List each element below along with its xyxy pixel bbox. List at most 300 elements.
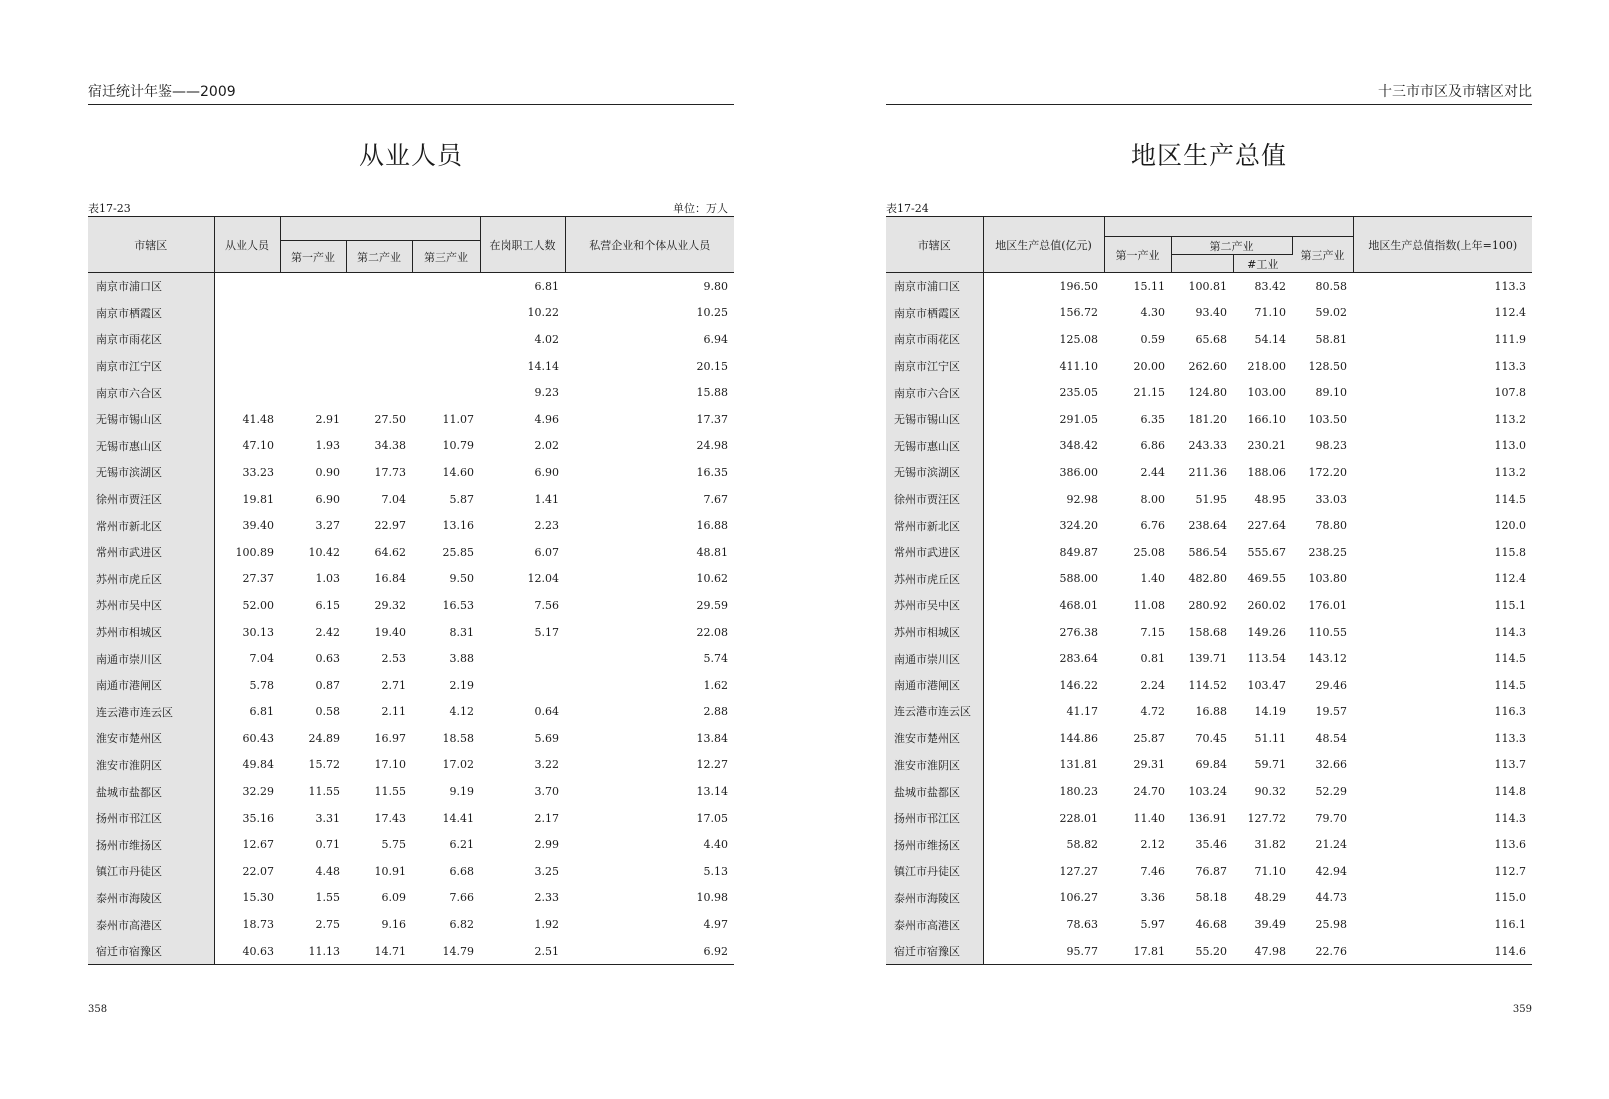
table-row	[88, 938, 734, 965]
cell-staff	[480, 645, 565, 672]
cell-private: 48.81	[696, 545, 729, 559]
cell-gdp: 58.82	[1066, 838, 1098, 852]
cell-private: 20.15	[696, 359, 729, 373]
cell-index: 112.4	[1494, 306, 1526, 320]
cell-tertiary: 52.29	[1315, 785, 1347, 799]
cell-tertiary: 13.16	[442, 519, 475, 533]
cell-primary: 2.12	[1140, 838, 1165, 852]
cell-staff: 3.22	[534, 758, 560, 772]
cell-tertiary: 17.02	[442, 758, 475, 772]
cell-primary: 2.91	[315, 412, 340, 426]
row-district-name: 无锡市锡山区	[88, 406, 214, 433]
cell-tertiary: 238.25	[1308, 545, 1347, 559]
cell-tertiary	[412, 273, 480, 300]
cell-primary: 2.24	[1140, 678, 1165, 692]
row-district-name: 常州市武进区	[886, 539, 983, 566]
cell-gdp: 131.81	[1059, 758, 1098, 772]
table-row	[886, 273, 1532, 300]
cell-industry: 71.10	[1254, 306, 1286, 320]
cell-employed: 22.07	[242, 864, 274, 878]
table-row	[88, 725, 734, 752]
cell-private: 4.40	[703, 838, 729, 852]
row-district-name: 南京市浦口区	[886, 273, 983, 300]
cell-secondary: 16.97	[374, 731, 406, 745]
cell-employed	[214, 326, 280, 353]
cell-staff: 6.81	[534, 279, 560, 293]
cell-employed: 52.00	[242, 598, 274, 612]
cell-tertiary: 25.98	[1315, 918, 1347, 932]
cell-tertiary: 80.58	[1315, 279, 1347, 293]
cell-staff: 5.69	[534, 731, 560, 745]
header-index: 地区生产总值指数(上年=100)	[1353, 217, 1532, 273]
cell-primary: 3.36	[1140, 891, 1165, 905]
row-district-name: 徐州市贾汪区	[88, 486, 214, 513]
table-number: 表17-24	[886, 202, 929, 215]
cell-primary: 6.15	[315, 598, 340, 612]
header-secondary: 第二产业	[346, 241, 412, 273]
cell-secondary: 16.84	[374, 572, 406, 586]
cell-tertiary: 18.58	[442, 731, 475, 745]
cell-industry: 555.67	[1247, 545, 1286, 559]
cell-staff: 4.02	[534, 332, 560, 346]
cell-tertiary: 44.73	[1315, 891, 1347, 905]
cell-employed: 40.63	[214, 938, 280, 965]
page-title: 从业人员	[358, 141, 463, 170]
cell-private: 6.92	[565, 938, 734, 965]
cell-tertiary: 4.12	[449, 705, 475, 719]
cell-industry: 54.14	[1254, 332, 1286, 346]
cell-primary: 25.08	[1133, 545, 1165, 559]
cell-tertiary: 14.79	[412, 938, 480, 965]
cell-index: 120.0	[1494, 519, 1526, 533]
cell-index: 107.8	[1494, 386, 1526, 400]
cell-tertiary: 128.50	[1308, 359, 1347, 373]
running-head-text: 宿迁统计年鉴——2009	[88, 84, 236, 100]
cell-tertiary: 33.03	[1315, 492, 1347, 506]
cell-secondary: 2.53	[381, 652, 406, 666]
cell-industry: 188.06	[1247, 465, 1286, 479]
cell-primary: 6.86	[1140, 439, 1165, 453]
cell-staff: 6.90	[534, 465, 560, 479]
cell-tertiary: 22.76	[1292, 938, 1353, 965]
header-primary: 第一产业	[280, 241, 346, 273]
cell-gdp: 144.86	[1059, 731, 1098, 745]
cell-primary: 15.72	[308, 758, 340, 772]
row-district-name: 泰州市海陵区	[88, 885, 214, 912]
row-district-name: 淮安市淮阴区	[886, 752, 983, 779]
cell-gdp: 386.00	[1059, 465, 1098, 479]
cell-tertiary: 6.21	[449, 838, 475, 852]
cell-primary: 5.97	[1140, 918, 1165, 932]
cell-secondary: 16.88	[1195, 705, 1227, 719]
cell-gdp: 106.27	[1059, 891, 1098, 905]
cell-secondary: 100.81	[1188, 279, 1227, 293]
cell-employed: 5.78	[249, 678, 274, 692]
cell-primary: 10.42	[308, 545, 340, 559]
cell-private: 13.14	[696, 785, 729, 799]
table-row	[886, 326, 1532, 353]
row-district-name: 无锡市惠山区	[88, 433, 214, 460]
cell-staff: 2.51	[480, 938, 565, 965]
cell-tertiary: 110.55	[1308, 625, 1347, 639]
row-district-name: 常州市新北区	[886, 512, 983, 539]
page-number: 358	[88, 1004, 108, 1015]
cell-index: 113.3	[1494, 731, 1526, 745]
cell-industry: 48.29	[1254, 891, 1286, 905]
row-district-name: 南京市栖霞区	[88, 300, 214, 327]
cell-employed: 39.40	[242, 519, 274, 533]
cell-primary: 0.58	[315, 705, 340, 719]
cell-private: 15.88	[696, 386, 729, 400]
row-district-name: 苏州市相城区	[886, 619, 983, 646]
cell-secondary: 586.54	[1188, 545, 1227, 559]
cell-secondary: 6.09	[381, 891, 406, 905]
cell-index: 114.8	[1494, 785, 1526, 799]
table-row	[88, 699, 734, 726]
cell-secondary: 124.80	[1188, 386, 1227, 400]
cell-tertiary: 9.19	[449, 785, 475, 799]
cell-primary: 0.87	[315, 678, 340, 692]
cell-industry: 166.10	[1247, 412, 1286, 426]
table-row	[88, 379, 734, 406]
row-district-name: 泰州市高港区	[886, 911, 983, 938]
cell-tertiary: 3.88	[449, 652, 475, 666]
gdp-table	[886, 216, 1532, 965]
row-district-name: 宿迁市宿豫区	[886, 938, 983, 965]
cell-index: 112.4	[1494, 572, 1526, 586]
table-row	[886, 672, 1532, 699]
cell-employed: 60.43	[242, 731, 274, 745]
cell-index: 114.5	[1494, 652, 1526, 666]
row-district-name: 南京市江宁区	[886, 353, 983, 380]
cell-secondary: 2.71	[381, 678, 406, 692]
header-secondary: 第二产业	[1171, 237, 1292, 255]
table-row	[88, 273, 734, 300]
row-district-name: 无锡市滨湖区	[886, 459, 983, 486]
cell-secondary	[346, 273, 412, 300]
cell-tertiary: 176.01	[1308, 598, 1347, 612]
cell-index: 113.2	[1494, 465, 1526, 479]
cell-primary: 0.81	[1140, 652, 1165, 666]
running-head	[886, 84, 1532, 105]
header-industry-group	[1104, 217, 1353, 237]
cell-staff: 10.22	[527, 306, 560, 320]
table-row	[886, 486, 1532, 513]
cell-employed	[214, 353, 280, 380]
cell-private: 17.05	[696, 811, 729, 825]
cell-tertiary: 29.46	[1315, 678, 1347, 692]
cell-industry: 48.95	[1254, 492, 1286, 506]
cell-primary	[280, 300, 346, 327]
cell-primary	[280, 273, 346, 300]
cell-employed	[214, 273, 280, 300]
cell-index: 112.7	[1494, 864, 1526, 878]
cell-employed: 30.13	[242, 625, 274, 639]
cell-secondary: 158.68	[1188, 625, 1227, 639]
header-district: 市辖区	[88, 217, 214, 273]
cell-secondary	[346, 353, 412, 380]
cell-primary: 25.87	[1133, 731, 1165, 745]
cell-index: 113.7	[1494, 758, 1526, 772]
row-district-name: 苏州市相城区	[88, 619, 214, 646]
row-district-name: 无锡市惠山区	[886, 433, 983, 460]
cell-index: 113.2	[1494, 412, 1526, 426]
cell-primary: 21.15	[1133, 386, 1165, 400]
cell-secondary: 22.97	[374, 519, 406, 533]
cell-primary: 0.59	[1140, 332, 1165, 346]
table-row	[886, 885, 1532, 912]
header-tertiary: 第三产业	[1292, 237, 1353, 273]
table-row	[886, 433, 1532, 460]
cell-private: 10.62	[696, 572, 729, 586]
cell-primary: 1.55	[315, 891, 340, 905]
cell-staff: 3.25	[534, 864, 560, 878]
row-district-name: 南通市崇川区	[88, 645, 214, 672]
cell-primary: 8.00	[1140, 492, 1165, 506]
cell-staff: 7.56	[534, 598, 560, 612]
cell-employed: 35.16	[242, 811, 274, 825]
row-district-name: 盐城市盐都区	[88, 778, 214, 805]
cell-secondary: 139.71	[1188, 652, 1227, 666]
cell-secondary: 17.73	[374, 465, 406, 479]
cell-industry: 218.00	[1247, 359, 1286, 373]
cell-secondary: 136.91	[1188, 811, 1227, 825]
cell-tertiary: 14.41	[442, 811, 475, 825]
cell-secondary: 482.80	[1188, 572, 1227, 586]
cell-staff: 1.92	[534, 918, 560, 932]
table-row	[886, 831, 1532, 858]
cell-staff: 6.07	[534, 545, 560, 559]
cell-employed: 18.73	[242, 918, 274, 932]
row-district-name: 扬州市邗江区	[88, 805, 214, 832]
cell-index: 111.9	[1494, 332, 1526, 346]
cell-secondary: 7.04	[381, 492, 406, 506]
cell-secondary: 114.52	[1188, 678, 1227, 692]
cell-gdp: 468.01	[1059, 598, 1098, 612]
cell-primary: 11.55	[308, 785, 340, 799]
cell-gdp: 283.64	[1059, 652, 1098, 666]
table-row	[886, 459, 1532, 486]
cell-secondary: 34.38	[374, 439, 406, 453]
cell-tertiary: 98.23	[1315, 439, 1347, 453]
cell-primary: 2.42	[315, 625, 340, 639]
cell-primary: 4.30	[1140, 306, 1165, 320]
cell-staff: 2.02	[534, 439, 560, 453]
cell-gdp: 125.08	[1059, 332, 1098, 346]
cell-secondary: 17.43	[374, 811, 406, 825]
table-row	[886, 805, 1532, 832]
cell-secondary: 64.62	[374, 545, 406, 559]
unit-label: 单位：万人	[673, 202, 728, 215]
cell-employed: 12.67	[242, 838, 274, 852]
cell-secondary: 46.68	[1195, 918, 1227, 932]
cell-secondary: 211.36	[1188, 465, 1227, 479]
cell-employed: 47.10	[242, 439, 274, 453]
cell-employed: 32.29	[242, 785, 274, 799]
cell-industry: 71.10	[1254, 864, 1286, 878]
cell-tertiary: 25.85	[442, 545, 475, 559]
cell-secondary: 27.50	[374, 412, 406, 426]
cell-secondary: 29.32	[374, 598, 406, 612]
row-district-name: 南通市崇川区	[886, 645, 983, 672]
row-district-name: 扬州市邗江区	[886, 805, 983, 832]
table-row	[88, 326, 734, 353]
cell-primary: 2.44	[1140, 465, 1165, 479]
cell-private: 7.67	[703, 492, 729, 506]
cell-tertiary: 2.19	[449, 678, 475, 692]
cell-secondary	[346, 300, 412, 327]
table-row	[88, 619, 734, 646]
table-row	[88, 539, 734, 566]
table-row	[886, 539, 1532, 566]
table-body	[88, 273, 734, 965]
cell-secondary: 14.71	[346, 938, 412, 965]
cell-employed: 27.37	[242, 572, 274, 586]
cell-staff: 2.33	[534, 891, 560, 905]
cell-index: 113.0	[1494, 439, 1526, 453]
cell-tertiary: 5.87	[449, 492, 475, 506]
cell-industry: 90.32	[1254, 785, 1286, 799]
row-district-name: 南京市浦口区	[88, 273, 214, 300]
table-row	[886, 379, 1532, 406]
table-row	[886, 725, 1532, 752]
header-industry-group	[280, 217, 480, 241]
cell-private: 4.97	[703, 918, 729, 932]
cell-gdp: 291.05	[1059, 412, 1098, 426]
row-district-name: 南京市江宁区	[88, 353, 214, 380]
cell-tertiary: 89.10	[1315, 386, 1347, 400]
cell-tertiary	[412, 379, 480, 406]
cell-industry: 260.02	[1247, 598, 1286, 612]
cell-primary: 15.11	[1133, 279, 1165, 293]
cell-index: 114.3	[1494, 811, 1526, 825]
cell-private: 17.37	[696, 412, 729, 426]
table-row	[886, 300, 1532, 327]
cell-private: 16.88	[696, 519, 729, 533]
cell-tertiary: 7.66	[449, 891, 475, 905]
cell-tertiary: 78.80	[1315, 519, 1347, 533]
running-head	[88, 84, 734, 105]
cell-secondary: 58.18	[1195, 891, 1227, 905]
row-district-name: 南通市港闸区	[886, 672, 983, 699]
cell-private: 5.13	[703, 864, 729, 878]
cell-tertiary: 8.31	[449, 625, 475, 639]
cell-secondary: 10.91	[374, 864, 406, 878]
cell-gdp: 324.20	[1059, 519, 1098, 533]
cell-secondary: 17.10	[374, 758, 406, 772]
cell-private: 13.84	[696, 731, 729, 745]
row-district-name: 南京市雨花区	[88, 326, 214, 353]
table-row	[886, 938, 1532, 965]
cell-secondary: 181.20	[1188, 412, 1227, 426]
cell-employed: 33.23	[242, 465, 274, 479]
cell-primary: 6.90	[315, 492, 340, 506]
cell-industry: 227.64	[1247, 519, 1286, 533]
cell-employed: 7.04	[249, 652, 274, 666]
cell-secondary	[346, 379, 412, 406]
cell-employed: 6.81	[249, 705, 274, 719]
cell-gdp: 78.63	[1066, 918, 1098, 932]
cell-staff: 5.17	[534, 625, 560, 639]
table-row	[88, 645, 734, 672]
cell-index: 116.1	[1494, 918, 1526, 932]
cell-primary: 1.93	[315, 439, 340, 453]
cell-primary: 1.40	[1140, 572, 1165, 586]
cell-industry: 230.21	[1247, 439, 1286, 453]
row-district-name: 宿迁市宿豫区	[88, 938, 214, 965]
cell-staff: 1.41	[534, 492, 560, 506]
left-page	[88, 0, 734, 1099]
cell-private: 10.98	[696, 891, 729, 905]
table-row	[88, 858, 734, 885]
cell-private: 1.62	[703, 678, 729, 692]
cell-secondary: 65.68	[1195, 332, 1227, 346]
cell-industry: 51.11	[1254, 731, 1286, 745]
cell-gdp: 41.17	[1066, 705, 1098, 719]
table-row	[88, 885, 734, 912]
cell-employed	[214, 300, 280, 327]
cell-gdp: 196.50	[1059, 279, 1098, 293]
cell-primary	[280, 379, 346, 406]
row-district-name: 扬州市维扬区	[88, 831, 214, 858]
cell-secondary: 243.33	[1188, 439, 1227, 453]
cell-secondary: 93.40	[1195, 306, 1227, 320]
table-row	[88, 778, 734, 805]
cell-primary: 0.63	[315, 652, 340, 666]
cell-gdp: 127.27	[1059, 864, 1098, 878]
row-district-name: 徐州市贾汪区	[886, 486, 983, 513]
cell-secondary: 55.20	[1171, 938, 1233, 965]
table-row	[886, 911, 1532, 938]
cell-secondary: 76.87	[1195, 864, 1227, 878]
table-row	[886, 778, 1532, 805]
cell-tertiary	[412, 353, 480, 380]
table-row	[886, 752, 1532, 779]
cell-tertiary: 103.80	[1308, 572, 1347, 586]
page-number: 359	[1512, 1004, 1532, 1015]
table-row	[88, 512, 734, 539]
row-district-name: 连云港市连云区	[886, 699, 983, 726]
cell-secondary: 5.75	[381, 838, 406, 852]
cell-employed: 49.84	[242, 758, 274, 772]
cell-industry: 59.71	[1254, 758, 1286, 772]
cell-index: 116.3	[1494, 705, 1526, 719]
cell-primary: 2.75	[315, 918, 340, 932]
cell-gdp: 235.05	[1059, 386, 1098, 400]
row-district-name: 南通市港闸区	[88, 672, 214, 699]
cell-employed: 100.89	[235, 545, 274, 559]
cell-gdp: 180.23	[1059, 785, 1098, 799]
cell-gdp: 156.72	[1059, 306, 1098, 320]
cell-tertiary: 19.57	[1315, 705, 1347, 719]
cell-primary: 6.35	[1140, 412, 1165, 426]
table-row	[88, 831, 734, 858]
table-row	[88, 911, 734, 938]
cell-secondary: 35.46	[1195, 838, 1227, 852]
cell-index: 115.8	[1494, 545, 1526, 559]
row-district-name: 无锡市滨湖区	[88, 459, 214, 486]
cell-primary: 29.31	[1133, 758, 1165, 772]
cell-primary: 4.48	[315, 864, 340, 878]
cell-staff: 0.64	[534, 705, 560, 719]
row-district-name: 无锡市锡山区	[886, 406, 983, 433]
cell-primary: 0.71	[315, 838, 340, 852]
row-district-name: 淮安市淮阴区	[88, 752, 214, 779]
cell-tertiary: 6.68	[449, 864, 475, 878]
cell-industry: 103.47	[1247, 678, 1286, 692]
table-row	[886, 592, 1532, 619]
table-row	[88, 805, 734, 832]
